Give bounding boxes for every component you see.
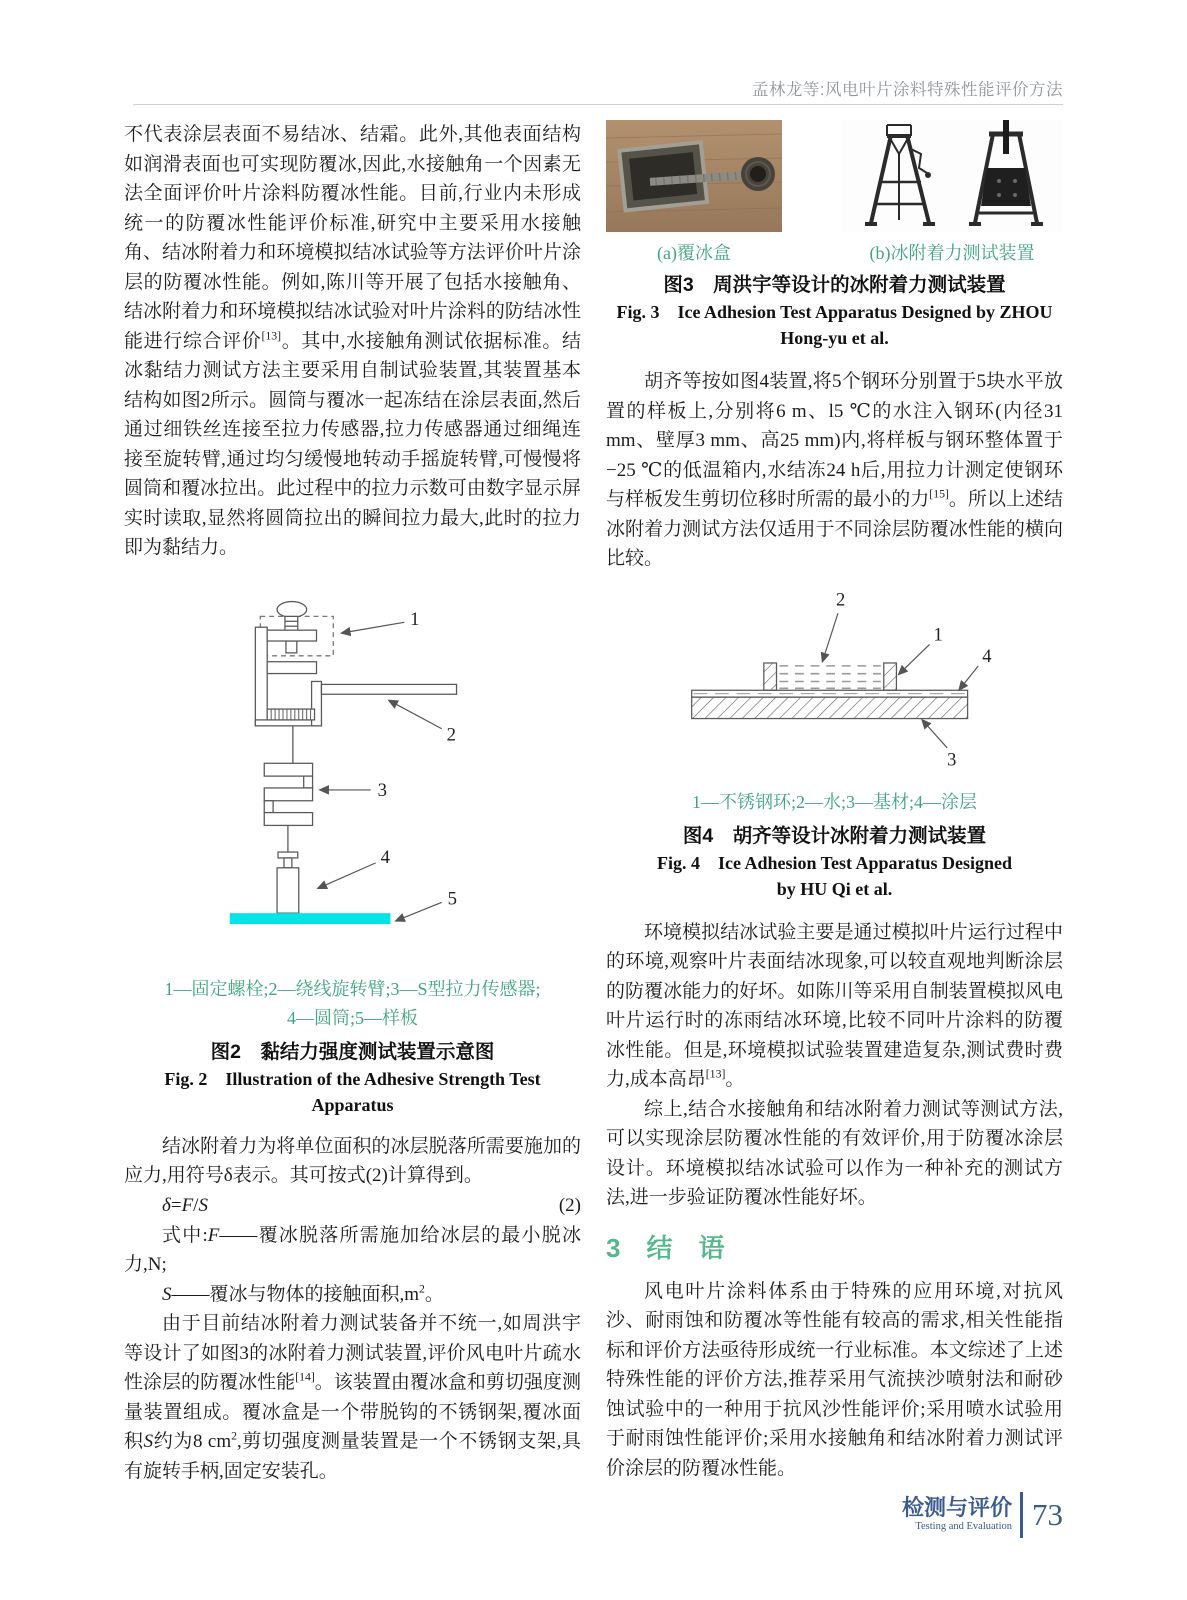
figure2-caption-en: Fig. 2 Illustration of the Adhesive Strength Test Apparatus <box>164 1068 541 1115</box>
figure3-photos <box>606 120 1063 232</box>
section3-number: 3 <box>606 1232 621 1263</box>
paragraph-conclusion: 风电叶片涂料体系由于特殊的应用环境,对抗风沙、耐雨蚀和防覆冰等性能有较高的需求,相关性能指标和评价方法亟待形成统一行业标准。本文综述了上述特殊性能的评价方法,推荐采用气流挟沙喷射法和耐砂蚀试验中的一种用于抗风沙性能评价;采用喷水试验用于耐雨蚀性能评价;采用水接触角和结冰附着力测试评价涂层的防覆冰性能。 <box>606 1280 1063 1479</box>
figure3b-photo <box>841 120 1063 232</box>
paragraph-ice-adhesion-def: 结冰附着力为将单位面积的冰层脱落所需要施加的应力,用符号δ表示。其可按式(2)计算得到。 <box>124 1135 581 1186</box>
figure4-legend: 1—不锈钢环;2—水;3—基材;4—涂层 <box>691 791 977 812</box>
header-rule <box>133 104 1063 105</box>
figure2-label-4: 4 <box>380 846 390 868</box>
figure2-label-5: 5 <box>447 887 457 909</box>
figure2-schematic <box>133 571 573 926</box>
figure2-label-3: 3 <box>377 779 387 801</box>
footer-journal-zh: 检测与评价 <box>901 1495 1012 1520</box>
paragraph-where-F: 式中:F——覆冰脱落所需施加给冰层的最小脱冰力,N; <box>124 1224 581 1275</box>
section3-heading <box>606 1231 1063 1265</box>
figure2-legend-line1: 1—固定螺栓;2—绕线旋转臂;3—S型拉力传感器; <box>164 978 541 999</box>
figure3b-subcaption: (b)冰附着力测试装置 <box>869 243 1035 263</box>
figure4-label-2: 2 <box>835 588 845 610</box>
figure4-schematic <box>610 584 1060 779</box>
footer-page-number: 73 <box>1032 1497 1063 1532</box>
left-column <box>124 120 581 1486</box>
paragraph-hu-apparatus: 胡齐等按如图4装置,将5个钢环分别置于5块水平放置的样板上,分别将6 m、l5 ℃的水注入钢环(内径31 mm、壁厚3 mm、高25 mm)内,将样板与钢环整体置于−25 ℃的低温箱内,水结冻24 h后,用拉力计测定使钢环与样板发生剪切位移时所需的最小的力[15]。所以上述结冰附着力测试方法仅适用于不同涂层防覆冰性能的横向比较。 <box>606 371 1063 569</box>
figure2-container <box>124 571 581 931</box>
paragraph-env-simulation: 环境模拟结冰试验主要是通过模拟叶片运行过程中的环境,观察叶片表面结冰现象,可以较直观地判断涂层的防覆冰能力的好坏。如陈川等采用自制装置模拟风电叶片运行时的冻雨结冰环境,比较不同叶片涂料的防覆冰性能。但是,环境模拟试验装置建造复杂,测试费时费力,成本高昂[13]。 <box>606 921 1063 1090</box>
running-title: 孟林龙等:风电叶片涂料特殊性能评价方法 <box>751 81 1063 99</box>
figure2-legend-line2: 4—圆筒;5—样板 <box>286 1007 418 1028</box>
figure4-label-3: 3 <box>946 748 956 770</box>
paragraph-where-S: S——覆冰与物体的接触面积$,m^2$。 <box>162 1282 444 1305</box>
paragraph-anti-icing-intro: 不代表涂层表面不易结冰、结霜。此外,其他表面结构如润滑表面也可实现防覆冰,因此,水接触角一个因素无法全面评价叶片涂料防覆冰性能。目前,行业内未形成统一的防覆冰性能评价标准,研究中主要采用水接触角、结冰附着力和环境模拟结冰试验等方法评价叶片涂层的防覆冰性能。例如,陈川等开展了包括水接触角、结冰附着力和环境模拟结冰试验对叶片涂料的防结冰性能进行综合评价[13]。其中,水接触角测试依据标准。结冰黏结力测试方法主要采用自制试验装置,其装置基本结构如图2所示。圆筒与覆冰一起冻结在涂层表面,然后通过细铁丝连接至拉力传感器,拉力传感器通过细绳连接至旋转臂,通过均匀缓慢地转动手摇旋转臂,可慢慢将圆筒和覆冰拉出。此过程中的拉力示数可由数字显示屏实时读取,显然将圆筒拉出的瞬间拉力最大,此时的拉力即为黏结力。 <box>124 124 581 558</box>
footer-journal-en: Testing and Evaluation <box>915 1521 1012 1532</box>
figure4-caption-en-line2: by HU Qi et al. <box>776 878 893 899</box>
figure3-caption-zh: 图3 周洪宇等设计的冰附着力测试装置 <box>663 274 1006 296</box>
equation-2-expression: δ=F/S <box>162 1194 208 1216</box>
paragraph-summary: 综上,结合水接触角和结冰附着力测试等测试方法,可以实现涂层防覆冰性能的有效评价,用于防覆冰涂层设计。环境模拟结冰试验可以作为一种补充的测试方法,进一步验证防覆冰性能好坏。 <box>606 1098 1063 1208</box>
figure3-caption-en-line1: Fig. 3 Ice Adhesion Test Apparatus Designed by ZHOU <box>616 302 1053 322</box>
figure2-legend <box>124 975 581 1033</box>
paragraph-zhou-apparatus: 由于目前结冰附着力测试装备并不统一,如周洪宇等设计了如图3的冰附着力测试装置,评价风电叶片疏水性涂层的防覆冰性能[14]。该装置由覆冰盒和剪切强度测量装置组成。覆冰盒是一个带脱钩的不锈钢架,覆冰面积S约为8 $cm^2$,剪切强度测量装置是一个不锈钢支架,具有旋转手柄,固定安装孔。 <box>124 1313 581 1482</box>
figure3a-photo <box>606 120 782 232</box>
figure3a-subcaption: (a)覆冰盒 <box>657 243 731 263</box>
figure2-label-1: 1 <box>409 608 420 630</box>
figure4-label-1: 1 <box>932 624 943 646</box>
figure4-caption-zh: 图4 胡齐等设计冰附着力测试装置 <box>682 824 987 847</box>
figure4-caption-en-line1: Fig. 4 Ice Adhesion Test Apparatus Designed <box>656 852 1013 873</box>
figure4-container <box>606 584 1063 784</box>
footer-divider-bar <box>1020 1492 1023 1538</box>
equation-2-number: (2) <box>558 1194 581 1216</box>
footer-journal-names <box>902 1496 1012 1534</box>
equation-2 <box>124 1191 581 1221</box>
right-column <box>606 120 1063 1483</box>
figure3-subcaptions <box>606 240 1063 266</box>
figure2-label-2: 2 <box>446 724 456 746</box>
figure4-label-4: 4 <box>981 645 991 667</box>
section3-title: 结 语 <box>646 1232 725 1263</box>
footer <box>902 1492 1063 1538</box>
figure2-caption-zh: 图2 黏结力强度测试装置示意图 <box>210 1040 495 1063</box>
figure3-caption-en-line2: Hong-yu et al. <box>780 328 889 348</box>
figure2-sample-plate <box>229 913 390 924</box>
